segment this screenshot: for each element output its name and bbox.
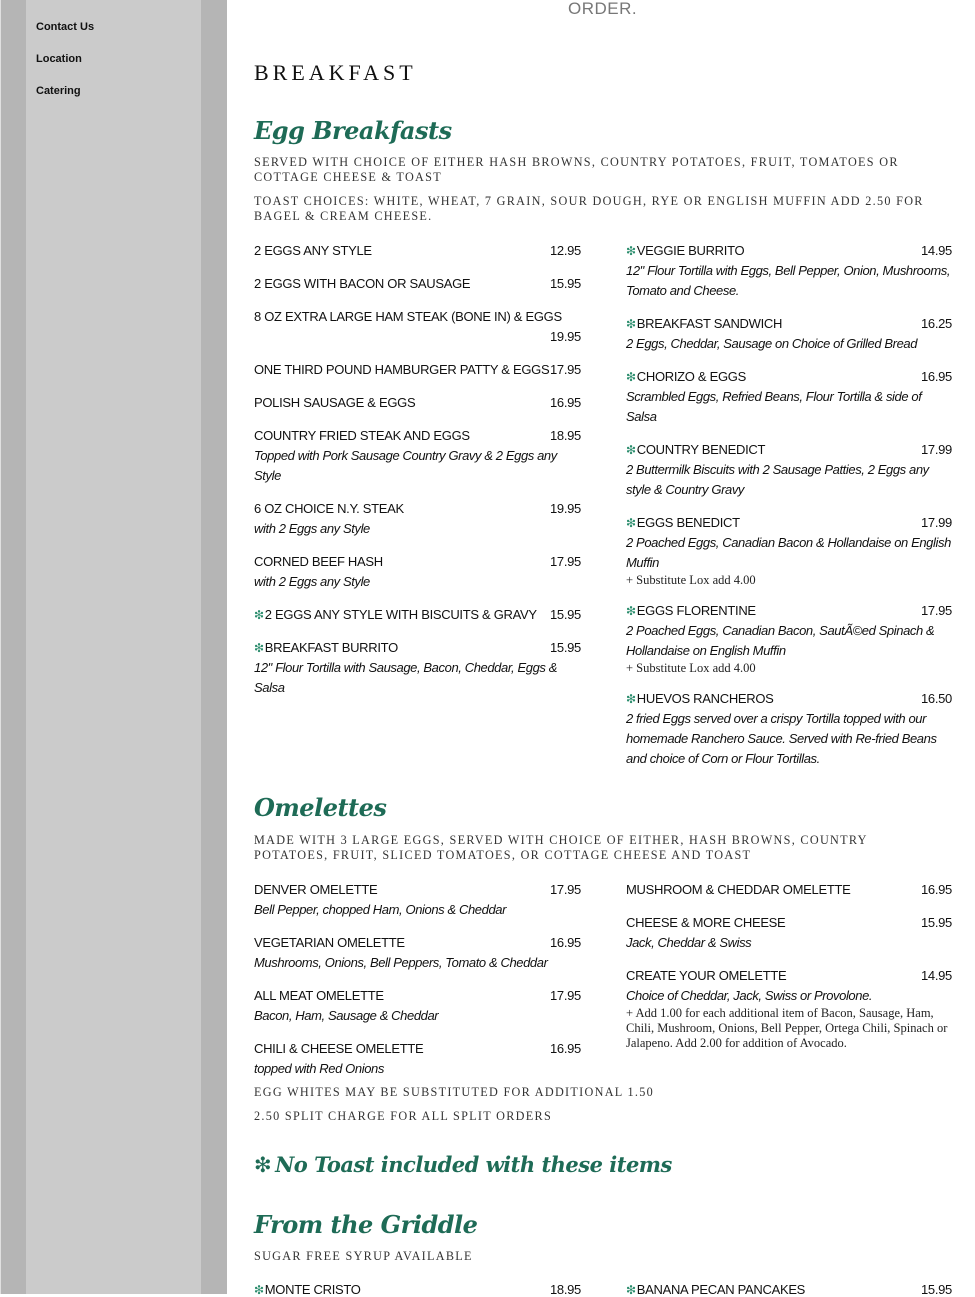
no-toast-star-icon: ❇ (254, 608, 264, 622)
item-description: 2 Eggs, Cheddar, Sausage on Choice of Grilled Bread (626, 336, 918, 351)
no-toast-text: No Toast included with these items (275, 1152, 672, 1177)
footnote-egg-whites: EGG WHITES MAY BE SUBSTITUTED FOR ADDITIONAL 1.50 (254, 1085, 654, 1099)
menu-item (254, 243, 581, 258)
item-name: CHEESE & MORE CHEESE (626, 915, 786, 930)
item-price: 18.95 (549, 428, 581, 443)
item-price: 16.95 (549, 1041, 581, 1056)
item-name: BREAKFAST SANDWICH (636, 316, 783, 331)
item-name-row (626, 243, 952, 258)
item-name-row (254, 1282, 581, 1297)
item-name: MUSHROOM & CHEDDAR OMELETTE (626, 882, 851, 897)
item-price: 16.95 (549, 395, 581, 410)
menu-item (626, 603, 952, 676)
section-note-sides: SERVED WITH CHOICE OF EITHER HASH BROWNS, COUNTRY POTATOES, FRUIT, TOMATOES OR COTTAGE CHEESE & TOAST (254, 155, 899, 184)
item-price: 15.95 (920, 1282, 952, 1297)
no-toast-star-icon: ❇ (254, 1153, 272, 1177)
section-title-egg-breakfasts: Egg Breakfasts (254, 116, 452, 145)
item-description: 12" Flour Tortilla with Eggs, Bell Pepper, Onion, Mushrooms, Tomato and Cheese. (626, 263, 951, 298)
item-name: EGGS FLORENTINE (636, 603, 756, 618)
no-toast-star-icon: ❇ (626, 1283, 636, 1297)
item-name: ALL MEAT OMELETTE (254, 988, 384, 1003)
item-description: with 2 Eggs any Style (254, 521, 370, 536)
item-description: Bell Pepper, chopped Ham, Onions & Cheddar (254, 902, 507, 917)
item-name: BREAKFAST BURRITO (264, 640, 398, 655)
order-text: ORDER. (568, 0, 638, 18)
item-name-row (626, 369, 952, 384)
section-note-syrup: SUGAR FREE SYRUP AVAILABLE (254, 1249, 473, 1263)
item-name-row (254, 640, 581, 655)
item-name: CREATE YOUR OMELETTE (626, 968, 787, 983)
item-name: POLISH SAUSAGE & EGGS (254, 395, 416, 410)
item-name: 2 EGGS ANY STYLE WITH BISCUITS & GRAVY (264, 607, 537, 622)
menu-item (254, 1282, 581, 1297)
item-description: Bacon, Ham, Sausage & Cheddar (254, 1008, 439, 1023)
item-price: 17.95 (549, 882, 581, 897)
no-toast-star-icon: ❇ (626, 604, 636, 618)
menu-item (626, 882, 952, 897)
menu-item (254, 554, 581, 592)
item-name: CHORIZO & EGGS (636, 369, 746, 384)
item-name: DENVER OMELETTE (254, 882, 378, 897)
item-name-row (626, 442, 952, 457)
item-name: HUEVOS RANCHEROS (636, 691, 774, 706)
item-price: 17.95 (549, 362, 581, 377)
no-toast-star-icon: ❇ (626, 692, 636, 706)
page-title: BREAKFAST (254, 60, 417, 85)
item-price: 16.25 (920, 316, 952, 331)
menu-item (254, 988, 581, 1026)
item-description: 2 fried Eggs served over a crispy Tortilla topped with our homemade Ranchero Sauce. Served with Re-fried Beans and choice of Corn or Flour Tortillas. (626, 711, 937, 766)
menu-item (626, 515, 952, 588)
no-toast-star-icon: ❇ (626, 443, 636, 457)
item-price: 17.95 (549, 988, 581, 1003)
item-name: COUNTRY BENEDICT (636, 442, 766, 457)
menu-item (626, 369, 952, 427)
menu-item (254, 882, 581, 920)
sidebar-edge (0, 0, 1, 1294)
menu-item (626, 442, 952, 500)
item-name: 6 OZ CHOICE N.Y. STEAK (254, 501, 404, 516)
item-price: 17.99 (920, 515, 952, 530)
item-description: 2 Buttermilk Biscuits with 2 Sausage Patties, 2 Eggs any style & Country Gravy (626, 462, 929, 497)
item-price: 17.99 (920, 442, 952, 457)
item-price: 19.95 (549, 329, 581, 344)
item-description: Topped with Pork Sausage Country Gravy & 2 Eggs any Style (254, 448, 557, 483)
menu-item (626, 316, 952, 354)
menu-item (254, 276, 581, 291)
item-extra: + Substitute Lox add 4.00 (626, 661, 756, 675)
item-price: 17.95 (549, 554, 581, 569)
no-toast-star-icon: ❇ (254, 1283, 264, 1297)
no-toast-star-icon: ❇ (626, 244, 636, 258)
item-price: 16.95 (920, 369, 952, 384)
item-name-row (626, 515, 952, 530)
menu-item (254, 607, 581, 622)
item-price: 15.95 (549, 276, 581, 291)
item-name: 8 OZ EXTRA LARGE HAM STEAK (BONE IN) & EGGS (254, 309, 562, 324)
item-price: 16.95 (549, 935, 581, 950)
section-note-toast: TOAST CHOICES: WHITE, WHEAT, 7 GRAIN, SOUR DOUGH, RYE OR ENGLISH MUFFIN ADD 2.50 FOR BAGEL & CREAM CHEESE. (254, 194, 924, 223)
item-name: EGGS BENEDICT (636, 515, 740, 530)
item-price: 12.95 (549, 243, 581, 258)
menu-item (254, 1041, 581, 1079)
item-name: 2 EGGS WITH BACON OR SAUSAGE (254, 276, 471, 291)
menu-item (626, 1282, 952, 1297)
menu-item (254, 309, 581, 349)
menu-item (626, 968, 952, 1051)
item-name: ONE THIRD POUND HAMBURGER PATTY & EGGS (254, 362, 550, 377)
item-description: Mushrooms, Onions, Bell Peppers, Tomato & Cheddar (254, 955, 548, 970)
item-extra: + Substitute Lox add 4.00 (626, 573, 756, 587)
section-title-omelettes: Omelettes (254, 793, 387, 822)
menu-item (626, 243, 952, 301)
menu-item (254, 395, 581, 410)
item-name: COUNTRY FRIED STEAK AND EGGS (254, 428, 470, 443)
item-name: MONTE CRISTO (264, 1282, 361, 1297)
menu-item (626, 691, 952, 769)
nav-catering[interactable]: Catering (36, 85, 81, 97)
no-toast-star-icon: ❇ (626, 516, 636, 530)
item-name-row (626, 316, 952, 331)
menu-item (254, 640, 581, 698)
item-description: with 2 Eggs any Style (254, 574, 370, 589)
item-name: VEGETARIAN OMELETTE (254, 935, 405, 950)
item-description: 2 Poached Eggs, Canadian Bacon, SautÃ©ed Spinach & Hollandaise on English Muffin (626, 623, 935, 658)
item-price: 15.95 (549, 640, 581, 655)
item-name: VEGGIE BURRITO (636, 243, 745, 258)
item-price: 14.95 (920, 243, 952, 258)
item-description: Scrambled Eggs, Refried Beans, Flour Tortilla & side of Salsa (626, 389, 922, 424)
no-toast-star-icon: ❇ (626, 317, 636, 331)
item-name: BANANA PECAN PANCAKES (636, 1282, 806, 1297)
item-name-row (626, 603, 952, 618)
item-name-row (254, 607, 581, 622)
item-name-row (626, 691, 952, 706)
item-description: Choice of Cheddar, Jack, Swiss or Provolone. (626, 988, 873, 1003)
item-price: 15.95 (549, 607, 581, 622)
menu-item (626, 915, 952, 953)
sidebar-panel (26, 0, 201, 1294)
menu-item (254, 935, 581, 973)
item-description: topped with Red Onions (254, 1061, 384, 1076)
section-title-griddle: From the Griddle (254, 1210, 478, 1239)
item-extra: + Add 1.00 for each additional item of Bacon, Sausage, Ham, Chili, Mushroom, Onions, Bell Pepper, Ortega Chili, Spinach or Jalapeno. Add 2.00 for addition of Avocado. (626, 1006, 948, 1050)
section-note-omelettes: MADE WITH 3 LARGE EGGS, SERVED WITH CHOICE OF EITHER, HASH BROWNS, COUNTRY POTATOES, FRUIT, SLICED TOMATOES, OR COTTAGE CHEESE AND TOAST (254, 833, 868, 862)
item-price: 19.95 (549, 501, 581, 516)
item-price: 16.95 (920, 882, 952, 897)
item-price: 15.95 (920, 915, 952, 930)
item-price: 14.95 (920, 968, 952, 983)
menu-item (254, 362, 581, 377)
item-description: Jack, Cheddar & Swiss (626, 935, 752, 950)
item-price: 18.95 (549, 1282, 581, 1297)
item-name: CHILI & CHEESE OMELETTE (254, 1041, 424, 1056)
item-name: 2 EGGS ANY STYLE (254, 243, 372, 258)
menu-item (254, 501, 581, 539)
item-price: 16.50 (920, 691, 952, 706)
footnote-split-charge: 2.50 SPLIT CHARGE FOR ALL SPLIT ORDERS (254, 1109, 553, 1123)
item-name: CORNED BEEF HASH (254, 554, 383, 569)
item-price: 17.95 (920, 603, 952, 618)
nav-location[interactable]: Location (36, 53, 82, 65)
item-description: 2 Poached Eggs, Canadian Bacon & Hollandaise on English Muffin (626, 535, 951, 570)
no-toast-star-icon: ❇ (254, 641, 264, 655)
item-name-row (626, 1282, 952, 1297)
no-toast-legend (254, 1152, 672, 1177)
item-description: 12" Flour Tortilla with Sausage, Bacon, Cheddar, Eggs & Salsa (254, 660, 557, 695)
no-toast-star-icon: ❇ (626, 370, 636, 384)
nav-contact-us[interactable]: Contact Us (36, 21, 95, 33)
menu-item (254, 428, 581, 486)
